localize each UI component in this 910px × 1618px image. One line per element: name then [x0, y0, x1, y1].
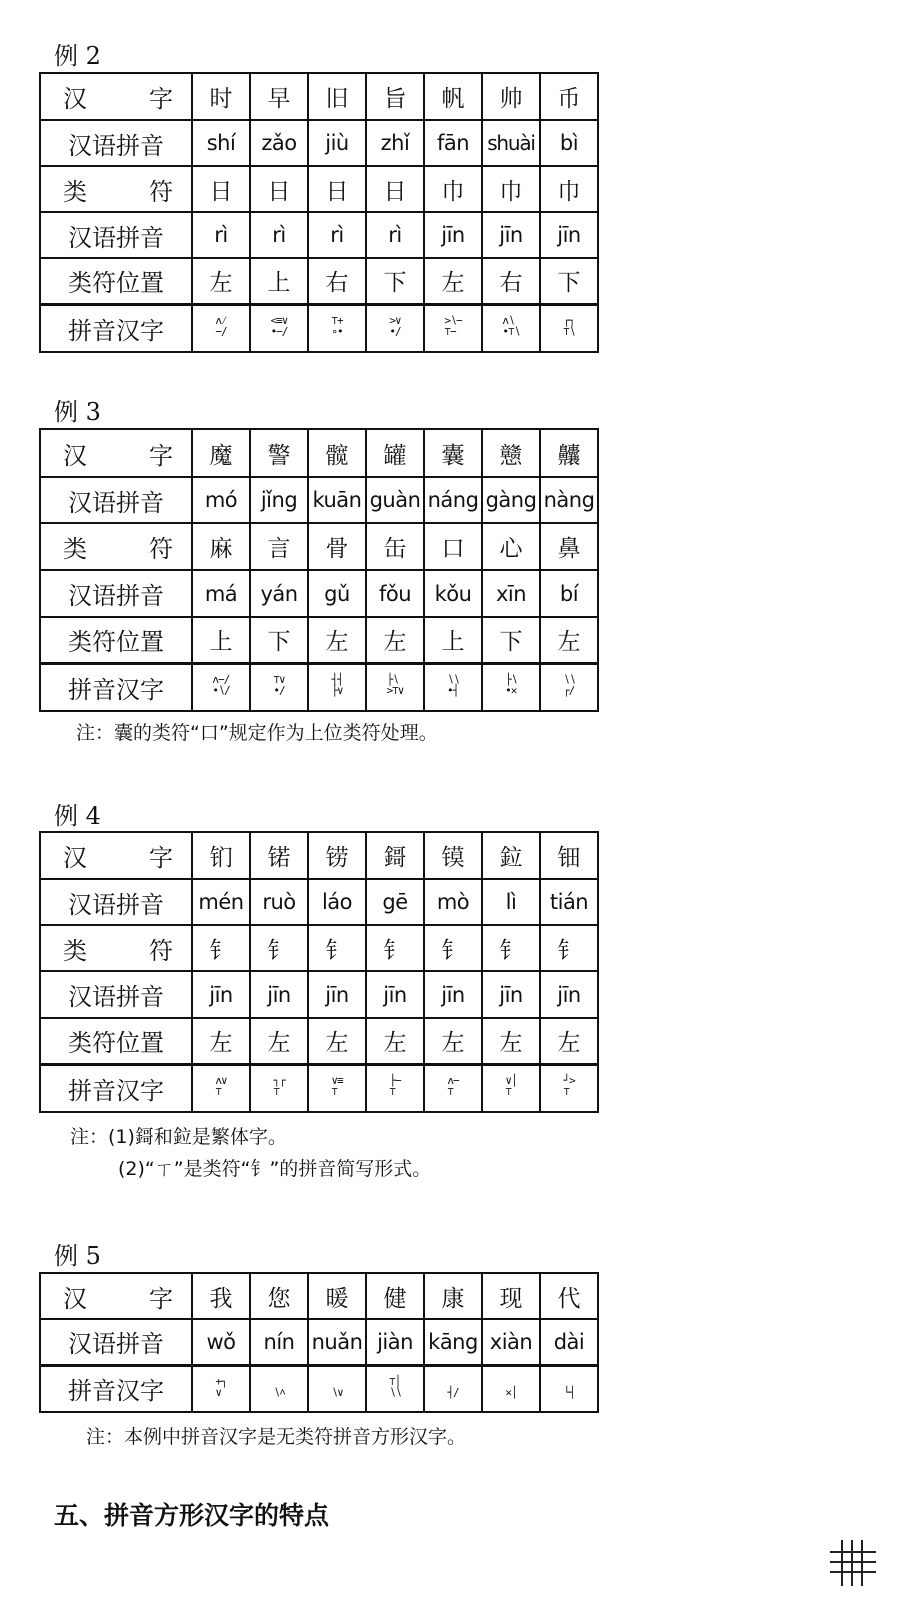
- position-cell: 左: [192, 1018, 250, 1064]
- position-cell: 下: [482, 617, 540, 663]
- pinyin-square-mo-icon: ʌ− ⊤: [447, 1074, 459, 1099]
- leifu-cell: 钅: [308, 925, 366, 971]
- hanzi-cell: 暖: [308, 1273, 366, 1319]
- pinyin-cell: kāng: [424, 1319, 482, 1365]
- row-label-leifu-pinyin: 汉语拼音: [40, 971, 192, 1018]
- pinyin-cell: guàn: [366, 477, 424, 523]
- pinyin-square-ge-icon: ├− ⊤: [389, 1074, 401, 1099]
- pinyin-square-xian-icon: ✕│: [505, 1385, 517, 1399]
- position-cell: 左: [250, 1018, 308, 1064]
- example-4-table: [39, 831, 599, 1113]
- pinyin-hanzi-cell: [308, 1064, 366, 1112]
- position-cell: 下: [540, 258, 598, 304]
- pinyin-square-tian-icon: ┘> ⊤: [563, 1074, 575, 1099]
- leifu-cell: 口: [424, 523, 482, 570]
- pinyin-square-gang-icon: ├∖ •✕: [505, 673, 517, 698]
- leifu-cell: 巾: [424, 166, 482, 212]
- pinyin-hanzi-cell: [540, 663, 598, 711]
- pinyin-square-guan-icon: ├∖ >⊤∨: [386, 673, 404, 698]
- pinyin-square-men-icon: ʌ∨ ⊤: [215, 1074, 227, 1099]
- pinyin-cell: gàng: [482, 477, 540, 523]
- pinyin-hanzi-cell: [192, 663, 250, 711]
- pinyin-hanzi-cell: [366, 1064, 424, 1112]
- pinyin-hanzi-cell: [366, 304, 424, 352]
- hanzi-cell: 钿: [540, 832, 598, 879]
- pinyin-cell: mó: [192, 477, 250, 523]
- hanzi-cell: 康: [424, 1273, 482, 1319]
- pinyin-cell: zhǐ: [366, 120, 424, 166]
- pinyin-cell: lì: [482, 879, 540, 925]
- pinyin-hanzi-cell: [308, 663, 366, 711]
- example-3-note: 注：囊的类符“口”规定作为上位类符处理。: [76, 722, 438, 744]
- leifu-pinyin-cell: xīn: [482, 570, 540, 617]
- row-label-hanzi: 汉 字: [40, 832, 192, 879]
- pinyin-square-shuai-icon: ʌ∖ •⊤∖: [502, 314, 520, 339]
- pinyin-square-wo-icon: +┐ ∨: [215, 1374, 227, 1399]
- pinyin-cell: láo: [308, 879, 366, 925]
- hanzi-cell: 囊: [424, 429, 482, 477]
- pinyin-hanzi-cell: [424, 663, 482, 711]
- example-4-label: 例 4: [54, 802, 101, 830]
- pinyin-hanzi-cell: [308, 1365, 366, 1412]
- row-label-hanzi: 汉 字: [40, 73, 192, 120]
- hanzi-cell: 铹: [308, 832, 366, 879]
- position-cell: 左: [192, 258, 250, 304]
- hanzi-cell: 鎶: [366, 832, 424, 879]
- pinyin-hanzi-cell: [482, 304, 540, 352]
- leifu-cell: 巾: [540, 166, 598, 212]
- row-label-pinyin: 汉语拼音: [40, 1319, 192, 1365]
- pinyin-cell: ruò: [250, 879, 308, 925]
- example-5-note: 注：本例中拼音汉字是无类符拼音方形汉字。: [86, 1426, 467, 1448]
- leifu-pinyin-cell: jīn: [482, 212, 540, 258]
- pinyin-square-li-icon: ∨│ ⊤: [505, 1074, 517, 1099]
- hanzi-cell: 币: [540, 73, 598, 120]
- pinyin-square-jiu-icon: ⊤+ ∘•: [331, 314, 343, 339]
- position-cell: 左: [308, 1018, 366, 1064]
- pinyin-cell: jǐng: [250, 477, 308, 523]
- pinyin-hanzi-cell: [192, 1064, 250, 1112]
- pinyin-cell: wǒ: [192, 1319, 250, 1365]
- pinyin-cell: nín: [250, 1319, 308, 1365]
- leifu-cell: 心: [482, 523, 540, 570]
- row-label-pinyin: 汉语拼音: [40, 879, 192, 925]
- leifu-pinyin-cell: kǒu: [424, 570, 482, 617]
- pinyin-square-jing-icon: ⊤∨ •∕: [273, 673, 285, 698]
- row-label-leifu: 类 符: [40, 523, 192, 570]
- leifu-pinyin-cell: bí: [540, 570, 598, 617]
- pinyin-square-shi-icon: ʌ⁄ −∕: [215, 314, 227, 339]
- pinyin-cell: gē: [366, 879, 424, 925]
- pinyin-hanzi-cell: [540, 1064, 598, 1112]
- pinyin-hanzi-cell: [366, 663, 424, 711]
- leifu-cell: 言: [250, 523, 308, 570]
- row-label-leifu: 类 符: [40, 925, 192, 971]
- pinyin-cell: nàng: [540, 477, 598, 523]
- pinyin-square-zao-icon: <≡∨ •−∕: [270, 314, 288, 339]
- hanzi-cell: 齉: [540, 429, 598, 477]
- leifu-cell: 巾: [482, 166, 540, 212]
- example-3-label: 例 3: [54, 398, 101, 426]
- position-cell: 左: [366, 617, 424, 663]
- pinyin-hanzi-cell: [366, 1365, 424, 1412]
- pinyin-hanzi-cell: [540, 1365, 598, 1412]
- pinyin-cell: mò: [424, 879, 482, 925]
- row-label-position: 类符位置: [40, 617, 192, 663]
- leifu-pinyin-cell: yán: [250, 570, 308, 617]
- leifu-pinyin-cell: jīn: [482, 971, 540, 1018]
- row-label-pinyin-hanzi: 拼音汉字: [40, 663, 192, 711]
- leifu-cell: 钅: [250, 925, 308, 971]
- row-label-pinyin: 汉语拼音: [40, 477, 192, 523]
- position-cell: 左: [424, 1018, 482, 1064]
- row-label-position: 类符位置: [40, 1018, 192, 1064]
- pinyin-cell: bì: [540, 120, 598, 166]
- leifu-cell: 日: [366, 166, 424, 212]
- section-title: 五、拼音方形汉字的特点: [54, 1501, 330, 1530]
- position-cell: 左: [366, 1018, 424, 1064]
- example-3-table: [39, 428, 599, 712]
- leifu-pinyin-cell: rì: [308, 212, 366, 258]
- position-cell: 上: [424, 617, 482, 663]
- row-label-leifu: 类 符: [40, 166, 192, 212]
- leifu-cell: 鼻: [540, 523, 598, 570]
- pinyin-hanzi-cell: [250, 304, 308, 352]
- pinyin-hanzi-cell: [424, 304, 482, 352]
- pinyin-hanzi-cell: [424, 1365, 482, 1412]
- grid-icon: [828, 1538, 878, 1588]
- pinyin-square-zhi-icon: >∨ •∕: [389, 314, 401, 339]
- leifu-pinyin-cell: jīn: [424, 971, 482, 1018]
- pinyin-cell: shuài: [482, 120, 540, 166]
- hanzi-cell: 钔: [192, 832, 250, 879]
- leifu-pinyin-cell: jīn: [192, 971, 250, 1018]
- position-cell: 右: [308, 258, 366, 304]
- pinyin-square-kang-icon: ┤∕: [447, 1385, 459, 1399]
- leifu-pinyin-cell: jīn: [540, 971, 598, 1018]
- pinyin-square-nang2-icon: ∖∖ ┌∕: [562, 673, 575, 698]
- pinyin-cell: kuān: [308, 477, 366, 523]
- leifu-pinyin-cell: fǒu: [366, 570, 424, 617]
- example-5-table: [39, 1272, 599, 1413]
- pinyin-cell: fān: [424, 120, 482, 166]
- pinyin-hanzi-cell: [482, 1365, 540, 1412]
- leifu-cell: 骨: [308, 523, 366, 570]
- pinyin-cell: nuǎn: [308, 1319, 366, 1365]
- pinyin-hanzi-cell: [192, 304, 250, 352]
- pinyin-square-fan-icon: >∖− ⊤−: [444, 314, 462, 339]
- hanzi-cell: 您: [250, 1273, 308, 1319]
- leifu-cell: 日: [250, 166, 308, 212]
- row-label-leifu-pinyin: 汉语拼音: [40, 570, 192, 617]
- pinyin-square-nuan-icon: ∖∨: [331, 1385, 343, 1399]
- leifu-pinyin-cell: jīn: [250, 971, 308, 1018]
- leifu-pinyin-cell: jīn: [540, 212, 598, 258]
- hanzi-cell: 魔: [192, 429, 250, 477]
- leifu-pinyin-cell: gǔ: [308, 570, 366, 617]
- leifu-pinyin-cell: rì: [366, 212, 424, 258]
- pinyin-square-bi-icon: ┌┐ ⊤∖: [563, 314, 575, 339]
- leifu-cell: 缶: [366, 523, 424, 570]
- hanzi-cell: 时: [192, 73, 250, 120]
- hanzi-cell: 帆: [424, 73, 482, 120]
- hanzi-cell: 帅: [482, 73, 540, 120]
- hanzi-cell: 警: [250, 429, 308, 477]
- position-cell: 上: [192, 617, 250, 663]
- pinyin-hanzi-cell: [250, 663, 308, 711]
- example-4-note-2: (2)“ㄒ”是类符“钅”的拼音简写形式。: [118, 1158, 432, 1180]
- pinyin-hanzi-cell: [250, 1064, 308, 1112]
- hanzi-cell: 早: [250, 73, 308, 120]
- position-cell: 左: [540, 617, 598, 663]
- hanzi-cell: 旨: [366, 73, 424, 120]
- leifu-cell: 钅: [366, 925, 424, 971]
- leifu-cell: 日: [192, 166, 250, 212]
- position-cell: 左: [424, 258, 482, 304]
- example-2-table: [39, 72, 599, 353]
- pinyin-cell: náng: [424, 477, 482, 523]
- leifu-cell: 麻: [192, 523, 250, 570]
- hanzi-cell: 髋: [308, 429, 366, 477]
- leifu-cell: 钅: [424, 925, 482, 971]
- pinyin-cell: dài: [540, 1319, 598, 1365]
- hanzi-cell: 镆: [424, 832, 482, 879]
- hanzi-cell: 鉝: [482, 832, 540, 879]
- pinyin-cell: mén: [192, 879, 250, 925]
- row-label-pinyin-hanzi: 拼音汉字: [40, 1365, 192, 1412]
- leifu-cell: 钅: [540, 925, 598, 971]
- leifu-pinyin-cell: rì: [250, 212, 308, 258]
- pinyin-cell: tián: [540, 879, 598, 925]
- hanzi-cell: 我: [192, 1273, 250, 1319]
- pinyin-hanzi-cell: [192, 1365, 250, 1412]
- pinyin-hanzi-cell: [482, 663, 540, 711]
- position-cell: 左: [540, 1018, 598, 1064]
- position-cell: 上: [250, 258, 308, 304]
- example-4-note-1: 注：(1)鎶和鉝是繁体字。: [70, 1126, 287, 1148]
- position-cell: 左: [482, 1018, 540, 1064]
- leifu-cell: 钅: [482, 925, 540, 971]
- leifu-pinyin-cell: jīn: [366, 971, 424, 1018]
- hanzi-cell: 现: [482, 1273, 540, 1319]
- position-cell: 下: [250, 617, 308, 663]
- pinyin-square-dai-icon: └┤: [563, 1385, 575, 1399]
- leifu-pinyin-cell: rì: [192, 212, 250, 258]
- leifu-cell: 日: [308, 166, 366, 212]
- example-2-label: 例 2: [54, 42, 101, 70]
- row-label-hanzi: 汉 字: [40, 429, 192, 477]
- example-5-label: 例 5: [54, 1242, 101, 1270]
- pinyin-cell: shí: [192, 120, 250, 166]
- pinyin-square-kuan-icon: ┤┤ ├∨: [331, 673, 343, 698]
- pinyin-hanzi-cell: [482, 1064, 540, 1112]
- leifu-pinyin-cell: jīn: [308, 971, 366, 1018]
- row-label-pinyin: 汉语拼音: [40, 120, 192, 166]
- pinyin-cell: zǎo: [250, 120, 308, 166]
- leifu-pinyin-cell: má: [192, 570, 250, 617]
- pinyin-hanzi-cell: [540, 304, 598, 352]
- hanzi-cell: 代: [540, 1273, 598, 1319]
- hanzi-cell: 旧: [308, 73, 366, 120]
- position-cell: 右: [482, 258, 540, 304]
- pinyin-cell: jiù: [308, 120, 366, 166]
- position-cell: 下: [366, 258, 424, 304]
- pinyin-hanzi-cell: [308, 304, 366, 352]
- pinyin-square-nang-icon: ∖∖ •┤: [446, 673, 459, 698]
- position-cell: 左: [308, 617, 366, 663]
- row-label-leifu-pinyin: 汉语拼音: [40, 212, 192, 258]
- row-label-position: 类符位置: [40, 258, 192, 304]
- hanzi-cell: 戆: [482, 429, 540, 477]
- pinyin-square-nin-icon: ∖˄: [273, 1385, 285, 1399]
- hanzi-cell: 罐: [366, 429, 424, 477]
- pinyin-cell: xiàn: [482, 1319, 540, 1365]
- pinyin-hanzi-cell: [250, 1365, 308, 1412]
- pinyin-square-mo-icon: ʌ−∕ •∖∕: [212, 673, 230, 698]
- hanzi-cell: 锘: [250, 832, 308, 879]
- pinyin-square-lao-icon: ∨≡ ⊤: [331, 1074, 343, 1099]
- row-label-pinyin-hanzi: 拼音汉字: [40, 304, 192, 352]
- row-label-hanzi: 汉 字: [40, 1273, 192, 1319]
- hanzi-cell: 健: [366, 1273, 424, 1319]
- pinyin-hanzi-cell: [424, 1064, 482, 1112]
- pinyin-square-ruo-icon: ┐┌ ⊤: [273, 1074, 285, 1099]
- pinyin-square-jian-icon: ⊤│ ∖∖: [388, 1374, 401, 1399]
- leifu-pinyin-cell: jīn: [424, 212, 482, 258]
- pinyin-cell: jiàn: [366, 1319, 424, 1365]
- row-label-pinyin-hanzi: 拼音汉字: [40, 1064, 192, 1112]
- leifu-cell: 钅: [192, 925, 250, 971]
